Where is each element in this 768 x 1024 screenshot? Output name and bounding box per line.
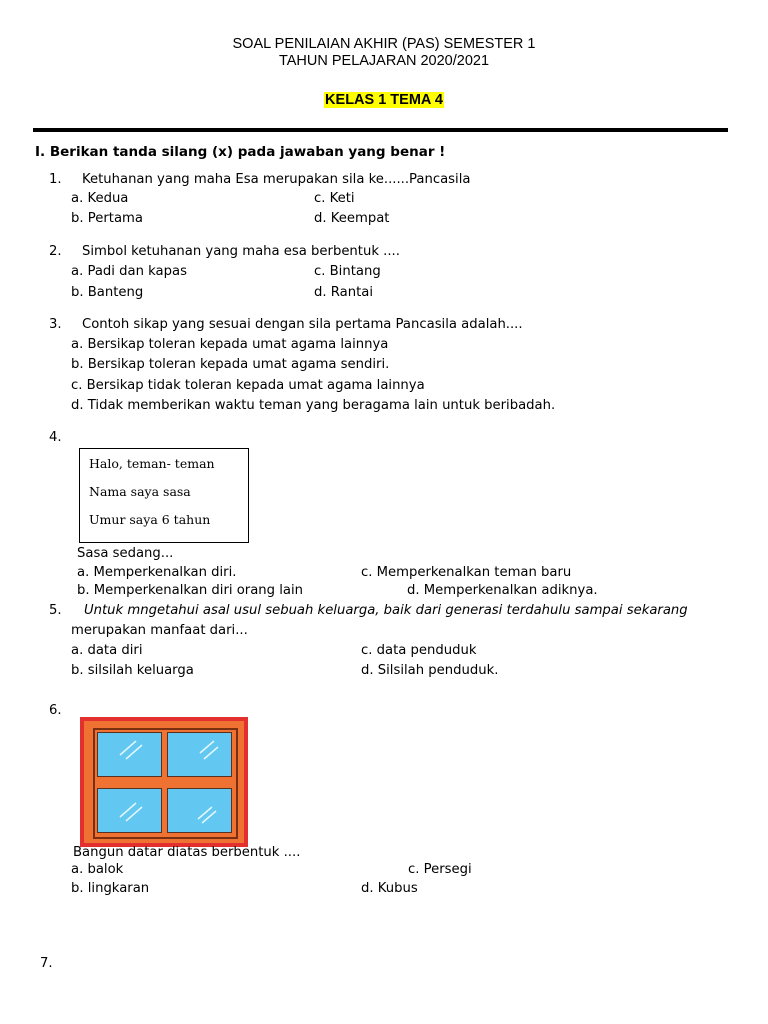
question-1-text: Ketuhanan yang maha Esa merupakan sila ke......Pancasila	[82, 172, 471, 187]
question-4-option-d: d. Memperkenalkan adiknya.	[407, 583, 598, 598]
question-4-option-c: c. Memperkenalkan teman baru	[361, 565, 572, 580]
question-1-option-c: c. Keti	[314, 191, 355, 206]
window-pane-top-left	[97, 732, 162, 777]
intro-line-3: Umur saya 6 tahun	[89, 512, 211, 527]
introduction-box	[79, 448, 249, 543]
question-2-option-a: a. Padi dan kapas	[71, 264, 187, 279]
question-4-text: Sasa sedang...	[77, 546, 174, 561]
question-6-option-a: a. balok	[71, 862, 124, 877]
question-3-option-a: a. Bersikap toleran kepada umat agama lainnya	[71, 337, 389, 352]
question-3-number: 3.	[49, 317, 62, 332]
question-5-number: 5.	[49, 603, 62, 618]
question-1-option-d: d. Keempat	[314, 211, 390, 226]
question-2-option-b: b. Banteng	[71, 285, 144, 300]
question-2-text: Simbol ketuhanan yang maha esa berbentuk ....	[82, 244, 400, 259]
question-2-number: 2.	[49, 244, 62, 259]
window-panes	[93, 728, 238, 839]
question-3-text: Contoh sikap yang sesuai dengan sila pertama Pancasila adalah....	[82, 317, 523, 332]
glass-shine-icon	[98, 789, 161, 832]
question-4-option-b: b. Memperkenalkan diri orang lain	[77, 583, 303, 598]
question-7-number: 7.	[40, 956, 53, 971]
question-4-option-a: a. Memperkenalkan diri.	[77, 565, 237, 580]
intro-line-2: Nama saya sasa	[89, 484, 191, 499]
exam-title: SOAL PENILAIAN AKHIR (PAS) SEMESTER 1	[232, 36, 536, 52]
question-2-option-c: c. Bintang	[314, 264, 381, 279]
question-5-option-c: c. data penduduk	[361, 643, 477, 658]
question-5-option-b: b. silsilah keluarga	[71, 663, 194, 678]
question-4-number: 4.	[49, 430, 62, 445]
question-6-number: 6.	[49, 703, 62, 718]
class-label-wrap	[0, 89, 768, 108]
window-pane-top-right	[167, 732, 232, 777]
question-3-option-c: c. Bersikap tidak toleran kepada umat agama lainnya	[71, 378, 425, 393]
window-icon	[80, 717, 248, 847]
class-label: KELAS 1 TEMA 4	[325, 92, 443, 108]
question-6-option-b: b. lingkaran	[71, 881, 150, 896]
question-6-option-d: d. Kubus	[361, 881, 418, 896]
question-1-option-b: b. Pertama	[71, 211, 143, 226]
question-1-number: 1.	[49, 172, 62, 187]
window-pane-bottom-left	[97, 788, 162, 833]
question-6-option-c: c. Persegi	[408, 862, 472, 877]
school-year: TAHUN PELAJARAN 2020/2021	[278, 53, 490, 69]
question-5-option-a: a. data diri	[71, 643, 143, 658]
window-pane-bottom-right	[167, 788, 232, 833]
glass-shine-icon	[168, 733, 231, 776]
question-1-option-a: a. Kedua	[71, 191, 129, 206]
question-2-option-d: d. Rantai	[314, 285, 373, 300]
header-divider	[33, 128, 728, 132]
question-6-text: Bangun datar diatas berbentuk ....	[73, 845, 301, 860]
glass-shine-icon	[98, 733, 161, 776]
glass-shine-icon	[168, 789, 231, 832]
question-3-option-d: d. Tidak memberikan waktu teman yang beragama lain untuk beribadah.	[71, 398, 556, 413]
question-5-text: Untuk mngetahui asal usul sebuah keluarga, baik dari generasi terdahulu sampai sekarang	[84, 603, 688, 618]
question-5-option-d: d. Silsilah penduduk.	[361, 663, 499, 678]
intro-line-1: Halo, teman- teman	[89, 456, 215, 471]
section-instruction: I. Berikan tanda silang (x) pada jawaban yang benar !	[35, 144, 446, 160]
question-5-text-line2: merupakan manfaat dari...	[71, 623, 248, 638]
question-3-option-b: b. Bersikap toleran kepada umat agama sendiri.	[71, 357, 390, 372]
